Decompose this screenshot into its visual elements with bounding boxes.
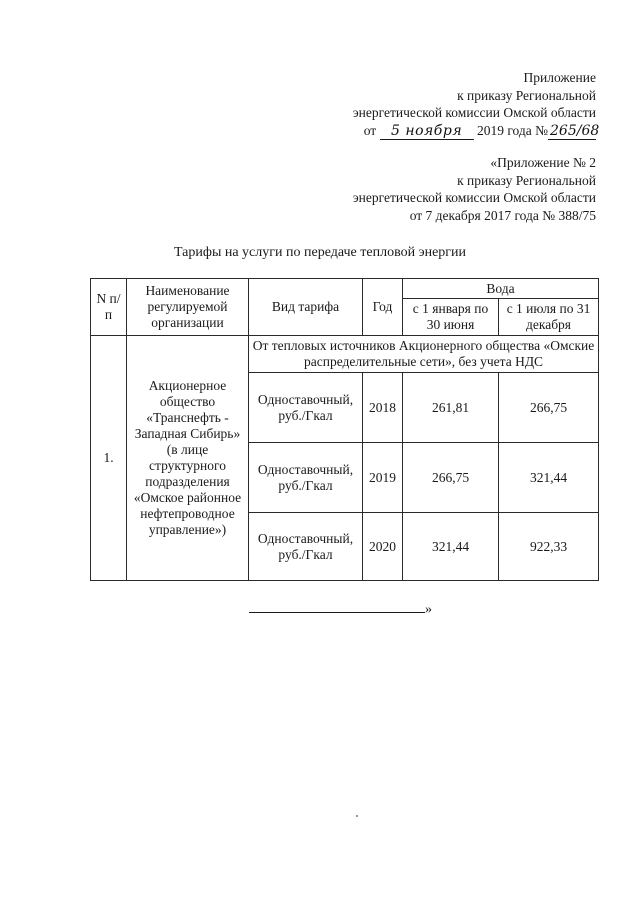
tariff-value-h1: 261,81 <box>403 373 499 443</box>
header-tariff: Вид тарифа <box>249 279 363 336</box>
original-line: к приказу Региональной <box>457 172 596 188</box>
tariff-year: 2019 <box>363 443 403 513</box>
tariff-value-h2: 266,75 <box>499 373 599 443</box>
appendix-line: энергетической комиссии Омской области <box>352 105 596 120</box>
row-number: 1. <box>91 336 127 581</box>
handwritten-number: 265/68 <box>550 122 600 139</box>
tariff-value-h2: 922,33 <box>499 513 599 581</box>
tariff-value-h2: 321,44 <box>499 443 599 513</box>
tariff-type: Одноставочный, руб./Гкал <box>249 513 363 581</box>
original-appendix-header <box>353 154 596 224</box>
original-line: «Приложение № 2 <box>490 155 596 170</box>
tariff-value-h1: 266,75 <box>403 443 499 513</box>
header-period-1: с 1 января по 30 июня <box>403 299 499 336</box>
appendix-line: Приложение <box>523 70 596 85</box>
appendix-line: к приказу Региональной <box>457 87 596 103</box>
closing-rule <box>249 602 425 613</box>
scan-speck <box>356 815 358 817</box>
original-line: от 7 декабря 2017 года № 388/75 <box>409 207 596 223</box>
org-name: Акционерное общество «Транснефть - Западная Сибирь» (в лице структурного подразделения «Омское районное нефтепроводное управление») <box>127 336 249 581</box>
header-num: N п/п <box>91 279 127 336</box>
appendix-header <box>352 69 600 140</box>
header-period-2: с 1 июля по 31 декабря <box>499 299 599 336</box>
original-line: энергетической комиссии Омской области <box>352 190 596 205</box>
tariff-year: 2020 <box>363 513 403 581</box>
tariff-type: Одноставочный, руб./Гкал <box>249 373 363 443</box>
tariff-table <box>90 278 599 581</box>
tariff-type: Одноставочный, руб./Гкал <box>249 443 363 513</box>
header-year: Год <box>363 279 403 336</box>
document-title: Тарифы на услуги по передаче тепловой энергии <box>173 245 467 260</box>
handwritten-date: 5 ноября <box>380 124 474 140</box>
header-group-water: Вода <box>403 279 599 299</box>
tariff-value-h1: 321,44 <box>403 513 499 581</box>
closing-quote: » <box>425 602 432 617</box>
date-prefix: от <box>363 122 377 138</box>
year-text: 2019 года № <box>476 122 548 138</box>
header-org: Наименование регулируемой организации <box>127 279 249 336</box>
closing-line <box>249 602 432 618</box>
appendix-date-line <box>353 122 600 140</box>
tariff-year: 2018 <box>363 373 403 443</box>
source-note: От тепловых источников Акционерного общества «Омские распределительные сети», без учета НДС <box>249 336 599 373</box>
